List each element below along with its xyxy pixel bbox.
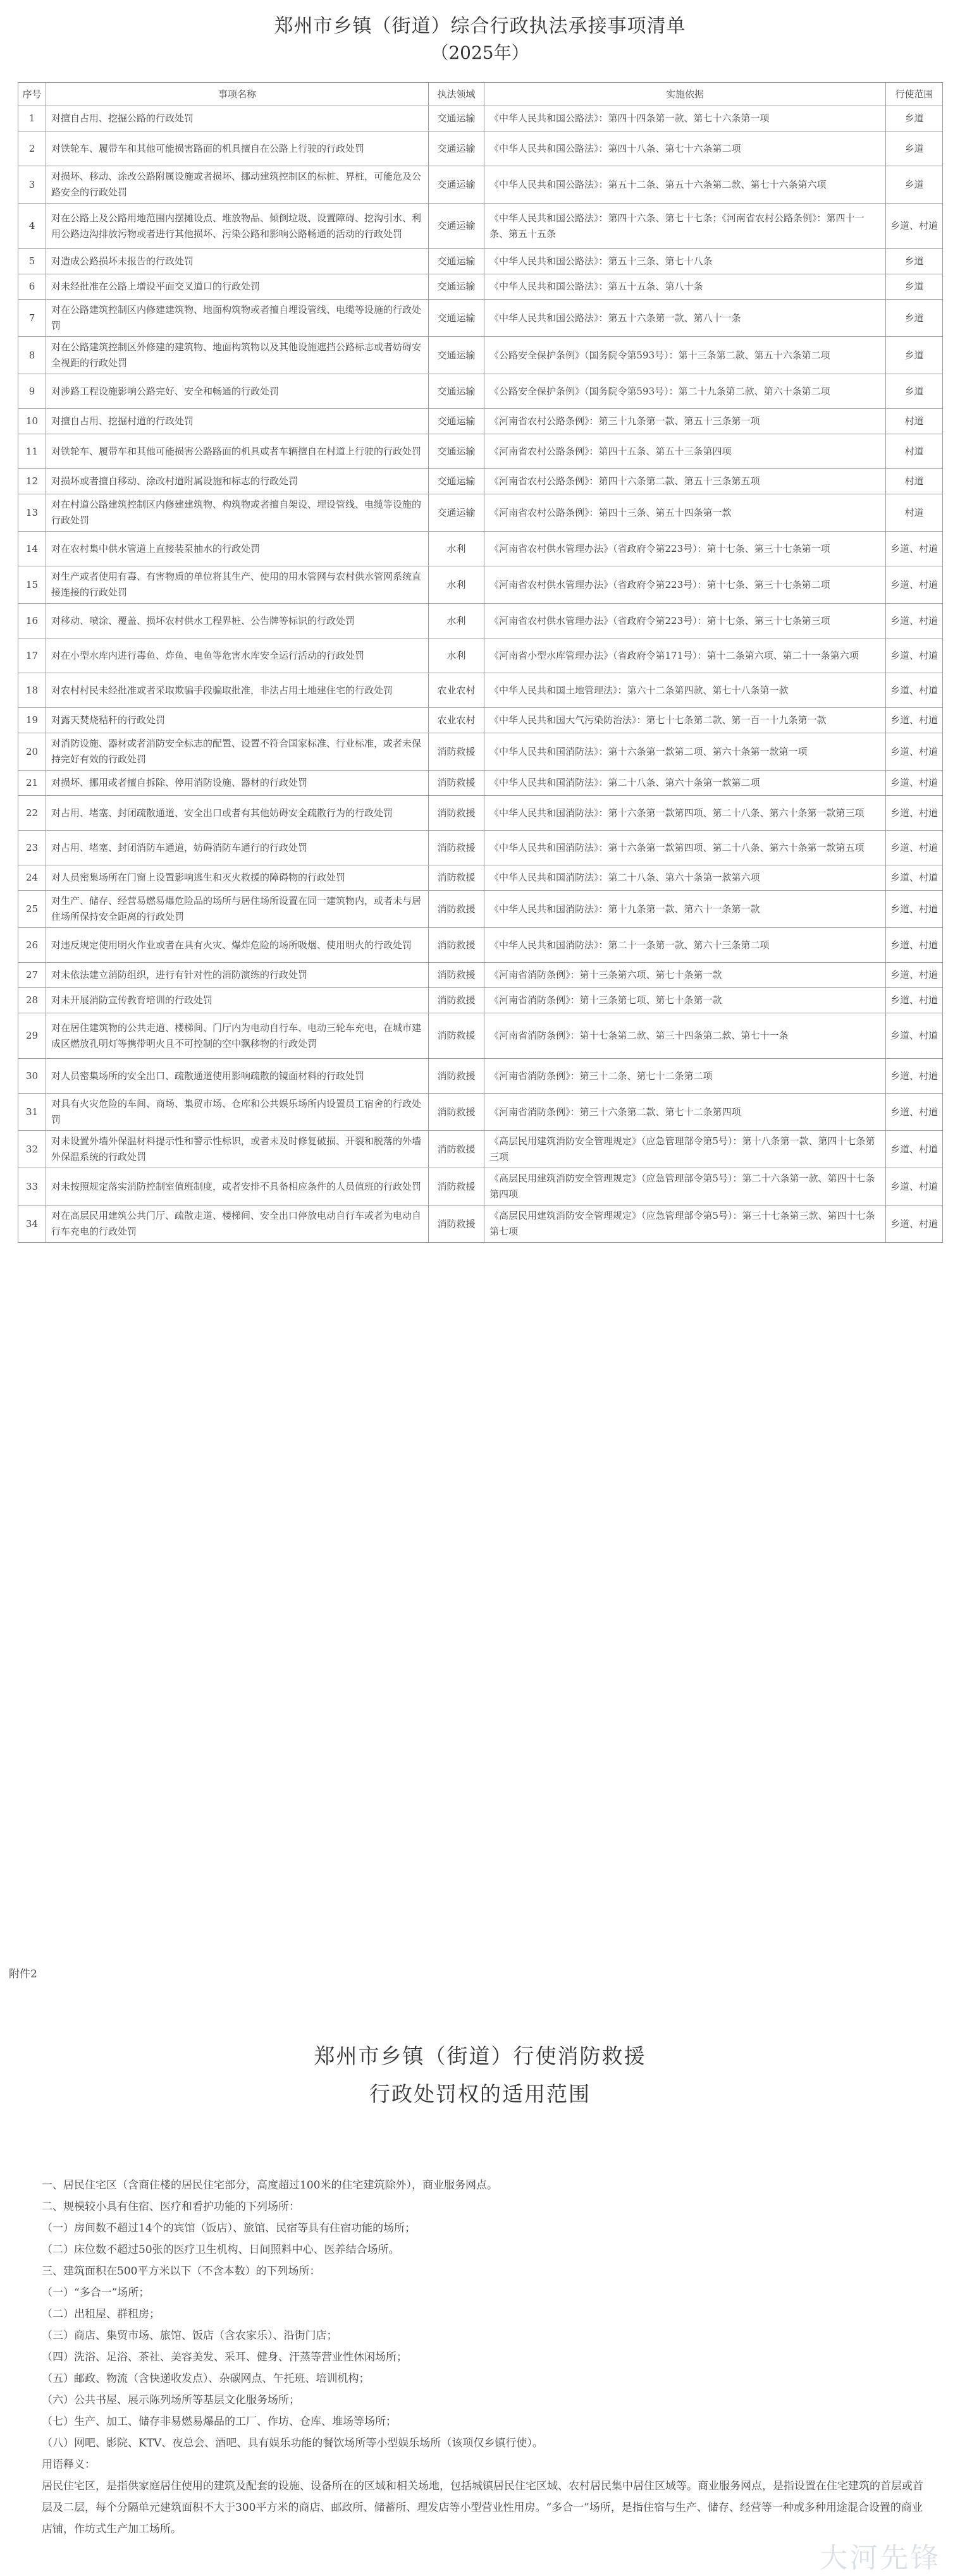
row-number: 17 — [18, 638, 46, 673]
legal-basis: 《河南省农村供水管理办法》（省政府令第223号）：第十七条、第三十七条第一项 — [484, 532, 886, 566]
table-row — [18, 1094, 943, 1131]
row-number: 13 — [18, 494, 46, 532]
enforcement-domain: 交通运输 — [429, 274, 484, 300]
row-number: 7 — [18, 300, 46, 337]
row-number: 29 — [18, 1013, 46, 1059]
application-scope: 乡道 — [886, 337, 943, 374]
table-row — [18, 1131, 943, 1168]
row-number: 27 — [18, 963, 46, 988]
enforcement-domain: 水利 — [429, 532, 484, 566]
enforcement-domain: 农业农村 — [429, 708, 484, 733]
row-number: 28 — [18, 988, 46, 1013]
legal-basis: 《河南省消防条例》：第三十六条第二款、第七十二条第四项 — [484, 1094, 886, 1131]
enforcement-domain: 消防救援 — [429, 796, 484, 831]
enforcement-domain: 交通运输 — [429, 204, 484, 249]
matter-name: 对擅自占用、挖掘公路的行政处罚 — [46, 106, 429, 131]
application-scope: 乡道、村道 — [886, 963, 943, 988]
matter-name: 对未设置外墙外保温材料提示性和警示性标识，或者未及时修复破损、开裂和脱落的外墙外保温系统的行政处罚 — [46, 1131, 429, 1168]
legal-basis: 《中华人民共和国土地管理法》：第六十二条第四款、第七十八条第一款 — [484, 673, 886, 708]
row-number: 4 — [18, 204, 46, 249]
row-number: 1 — [18, 106, 46, 131]
row-number: 25 — [18, 891, 46, 928]
application-scope: 乡道、村道 — [886, 1206, 943, 1243]
table-row — [18, 638, 943, 673]
application-scope: 村道 — [886, 409, 943, 434]
enforcement-domain: 水利 — [429, 638, 484, 673]
enforcement-domain: 水利 — [429, 566, 484, 604]
column-header-name: 事项名称 — [46, 83, 429, 106]
table-row — [18, 532, 943, 566]
row-number: 21 — [18, 771, 46, 796]
legal-basis: 《河南省消防条例》：第十三条第六项、第七十条第一款 — [484, 963, 886, 988]
annex-line: 三、建筑面积在500平方米以下（不含本数）的下列场所： — [42, 2265, 321, 2278]
legal-basis: 《中华人民共和国公路法》：第五十二条、第五十六条第二款、第七十六条第六项 — [484, 166, 886, 204]
application-scope: 乡道 — [886, 166, 943, 204]
application-scope: 乡道、村道 — [886, 988, 943, 1013]
enforcement-domain: 消防救援 — [429, 1206, 484, 1243]
application-scope: 乡道、村道 — [886, 771, 943, 796]
legal-basis: 《河南省农村公路条例》：第四十三条、第五十四条第一款 — [484, 494, 886, 532]
table-row — [18, 988, 943, 1013]
application-scope: 乡道、村道 — [886, 566, 943, 604]
enforcement-domain: 交通运输 — [429, 434, 484, 469]
table-row — [18, 673, 943, 708]
table-row — [18, 733, 943, 771]
legal-basis: 《中华人民共和国消防法》：第二十八条、第六十条第一款第二项 — [484, 771, 886, 796]
matter-name: 对在公路建筑控制区外修建的建筑物、地面构筑物以及其他设施遮挡公路标志或者妨碍安全视距的行政处罚 — [46, 337, 429, 374]
enforcement-domain: 消防救援 — [429, 1168, 484, 1206]
annex-line: （四）洗浴、足浴、茶社、美容美发、采耳、健身、汗蒸等营业性休闲场所； — [42, 2351, 407, 2364]
legal-basis: 《中华人民共和国公路法》：第四十四条第一款、第七十六条第一项 — [484, 106, 886, 131]
annex-line: （八）网吧、影院、KTV、夜总会、酒吧、具有娱乐功能的餐饮场所等小型娱乐场所（该项仅乡镇行使）。 — [42, 2437, 543, 2450]
table-row — [18, 409, 943, 434]
enforcement-domain: 消防救援 — [429, 1131, 484, 1168]
matter-name: 对未经批准在公路上增设平面交叉道口的行政处罚 — [46, 274, 429, 300]
table-row — [18, 831, 943, 865]
table-row — [18, 928, 943, 963]
matter-name: 对未依法建立消防组织，进行有针对性的消防演练的行政处罚 — [46, 963, 429, 988]
table-row — [18, 204, 943, 249]
enforcement-domain: 交通运输 — [429, 469, 484, 494]
legal-basis: 《高层民用建筑消防安全管理规定》（应急管理部令第5号）：第十八条第一款、第四十七条第三项 — [484, 1131, 886, 1168]
column-header-no: 序号 — [18, 83, 46, 106]
legal-basis: 《中华人民共和国消防法》：第二十一条第一款、第六十三条第二项 — [484, 928, 886, 963]
annex-label: 附件2 — [9, 1968, 37, 1981]
legal-basis: 《河南省消防条例》：第三十二条、第七十二条第二项 — [484, 1059, 886, 1094]
matter-name: 对涉路工程设施影响公路完好、安全和畅通的行政处罚 — [46, 374, 429, 409]
row-number: 32 — [18, 1131, 46, 1168]
enforcement-domain: 交通运输 — [429, 374, 484, 409]
annex-line: （一）“多合一”场所； — [42, 2286, 150, 2299]
annex-line: （五）邮政、物流（含快递收发点）、杂碳网点、午托班、培训机构； — [42, 2372, 370, 2385]
row-number: 24 — [18, 865, 46, 891]
matter-name: 对在高层民用建筑公共门厅、疏散走道、楼梯间、安全出口停放电动自行车或者为电动自行车充电的行政处罚 — [46, 1206, 429, 1243]
legal-basis: 《高层民用建筑消防安全管理规定》（应急管理部令第5号）：第二十六条第一款、第四十七条第四项 — [484, 1168, 886, 1206]
enforcement-domain: 农业农村 — [429, 673, 484, 708]
application-scope: 乡道 — [886, 374, 943, 409]
legal-basis: 《中华人民共和国消防法》：第十六条第一款第四项、第二十八条、第六十条第一款第五项 — [484, 831, 886, 865]
enforcement-domain: 消防救援 — [429, 928, 484, 963]
application-scope: 乡道、村道 — [886, 673, 943, 708]
legal-basis: 《中华人民共和国公路法》：第五十三条、第七十八条 — [484, 249, 886, 274]
enforcement-domain: 消防救援 — [429, 891, 484, 928]
note-label: 用语释义： — [42, 2458, 95, 2471]
application-scope: 乡道、村道 — [886, 1131, 943, 1168]
matter-name: 对违反规定使用明火作业或者在具有火灾、爆炸危险的场所吸烟、使用明火的行政处罚 — [46, 928, 429, 963]
application-scope: 乡道、村道 — [886, 891, 943, 928]
application-scope: 乡道、村道 — [886, 1094, 943, 1131]
enforcement-domain: 消防救援 — [429, 1013, 484, 1059]
enforcement-domain: 消防救援 — [429, 831, 484, 865]
row-number: 16 — [18, 604, 46, 638]
matter-name: 对占用、堵塞、封闭疏散通道、安全出口或者有其他妨碍安全疏散行为的行政处罚 — [46, 796, 429, 831]
matter-name: 对在居住建筑物的公共走道、楼梯间、门厅内为电动自行车、电动三轮车充电，在城市建成区燃放孔明灯等携带明火且不可控制的空中飘移物的行政处罚 — [46, 1013, 429, 1059]
table-row — [18, 963, 943, 988]
row-number: 31 — [18, 1094, 46, 1131]
application-scope: 乡道、村道 — [886, 638, 943, 673]
matter-name: 对损坏、移动、涂改公路附属设施或者损坏、挪动建筑控制区的标桩、界桩，可能危及公路安全的行政处罚 — [46, 166, 429, 204]
column-header-basis: 实施依据 — [484, 83, 886, 106]
row-number: 3 — [18, 166, 46, 204]
row-number: 18 — [18, 673, 46, 708]
row-number: 15 — [18, 566, 46, 604]
annex-line: （一）房间数不超过14个的宾馆（饭店）、旅馆、民宿等具有住宿功能的场所； — [42, 2222, 416, 2235]
annex-line: （三）商店、集贸市场、旅馆、饭店（含农家乐）、沿街门店； — [42, 2329, 338, 2342]
page-title: 郑州市乡镇（街道）综合行政执法承接事项清单 — [274, 15, 686, 37]
legal-basis: 《河南省农村公路条例》：第三十九条第一款、第五十三条第一项 — [484, 409, 886, 434]
table-row — [18, 708, 943, 733]
legal-basis: 《中华人民共和国大气污染防治法》：第七十七条第二款、第一百一十九条第一款 — [484, 708, 886, 733]
row-number: 8 — [18, 337, 46, 374]
application-scope: 乡道、村道 — [886, 604, 943, 638]
legal-basis: 《公路安全保护条例》（国务院令第593号）：第十三条第二款、第五十六条第二项 — [484, 337, 886, 374]
enforcement-domain: 消防救援 — [429, 733, 484, 771]
legal-basis: 《中华人民共和国消防法》：第十九条第一款、第六十一条第一款 — [484, 891, 886, 928]
matter-name: 对具有火灾危险的车间、商场、集贸市场、仓库和公共娱乐场所内设置员工宿舍的行政处罚 — [46, 1094, 429, 1131]
matter-name: 对占用、堵塞、封闭消防车通道，妨碍消防车通行的行政处罚 — [46, 831, 429, 865]
enforcement-domain: 水利 — [429, 604, 484, 638]
matter-name: 对生产或者使用有毒、有害物质的单位将其生产、使用的用水管网与农村供水管网系统直接连接的行政处罚 — [46, 566, 429, 604]
table-row — [18, 1013, 943, 1059]
table-row — [18, 106, 943, 131]
enforcement-domain: 消防救援 — [429, 963, 484, 988]
matter-name: 对生产、储存、经营易燃易爆危险品的场所与居住场所设置在同一建筑物内，或者未与居住场所保持安全距离的行政处罚 — [46, 891, 429, 928]
legal-basis: 《河南省消防条例》：第十三条第七项、第七十条第一款 — [484, 988, 886, 1013]
watermark-logo: 大河先锋 — [820, 2542, 941, 2574]
application-scope: 乡道、村道 — [886, 1013, 943, 1059]
application-scope: 乡道、村道 — [886, 865, 943, 891]
table-row — [18, 469, 943, 494]
legal-basis: 《高层民用建筑消防安全管理规定》（应急管理部令第5号）：第三十七条第三款、第四十七条第七项 — [484, 1206, 886, 1243]
application-scope: 乡道、村道 — [886, 928, 943, 963]
annex-line: （二）出租屋、群租房； — [42, 2308, 160, 2321]
application-scope: 乡道 — [886, 274, 943, 300]
matter-name: 对损坏、挪用或者擅自拆除、停用消防设施、器材的行政处罚 — [46, 771, 429, 796]
matter-name: 对在农村集中供水管道上直接装泵抽水的行政处罚 — [46, 532, 429, 566]
matter-name: 对在村道公路建筑控制区内修建建筑物、构筑物或者擅自架设、埋设管线、电缆等设施的行政处罚 — [46, 494, 429, 532]
application-scope: 村道 — [886, 469, 943, 494]
legal-basis: 《中华人民共和国公路法》：第四十六条、第七十七条；《河南省农村公路条例》：第四十一条、第五十五条 — [484, 204, 886, 249]
row-number: 14 — [18, 532, 46, 566]
row-number: 11 — [18, 434, 46, 469]
application-scope: 乡道 — [886, 300, 943, 337]
matter-name: 对人员密集场所在门窗上设置影响逃生和灭火救援的障碍物的行政处罚 — [46, 865, 429, 891]
table-row — [18, 771, 943, 796]
application-scope: 村道 — [886, 494, 943, 532]
row-number: 10 — [18, 409, 46, 434]
application-scope: 乡道、村道 — [886, 831, 943, 865]
annex-title-line2: 行政处罚权的适用范围 — [369, 2082, 591, 2106]
table-row — [18, 274, 943, 300]
application-scope: 村道 — [886, 434, 943, 469]
table-row — [18, 249, 943, 274]
application-scope: 乡道、村道 — [886, 708, 943, 733]
row-number: 22 — [18, 796, 46, 831]
application-scope: 乡道、村道 — [886, 532, 943, 566]
annex-lines — [42, 2175, 927, 2454]
legal-basis: 《河南省农村供水管理办法》（省政府令第223号）：第十七条、第三十七条第三项 — [484, 604, 886, 638]
enforcement-domain: 交通运输 — [429, 249, 484, 274]
matter-name: 对人员密集场所的安全出口、疏散通道使用影响疏散的镜面材料的行政处罚 — [46, 1059, 429, 1094]
column-header-domain: 执法领域 — [429, 83, 484, 106]
row-number: 9 — [18, 374, 46, 409]
row-number: 19 — [18, 708, 46, 733]
table-row — [18, 796, 943, 831]
table-row — [18, 1168, 943, 1206]
annex-line: 二、规模较小具有住宿、医疗和看护功能的下列场所： — [42, 2201, 300, 2213]
matters-table — [18, 82, 943, 1243]
matter-name: 对移动、喷涂、覆盖、损坏农村供水工程界桩、公告牌等标识的行政处罚 — [46, 604, 429, 638]
annex-body — [42, 2175, 927, 2540]
legal-basis: 《河南省农村公路条例》：第四十五条、第五十三条第四项 — [484, 434, 886, 469]
legal-basis: 《河南省农村公路条例》：第四十六条第二款、第五十三条第五项 — [484, 469, 886, 494]
enforcement-domain: 消防救援 — [429, 988, 484, 1013]
application-scope: 乡道 — [886, 106, 943, 131]
legal-basis: 《中华人民共和国公路法》：第五十六条第一款、第八十一条 — [484, 300, 886, 337]
enforcement-domain: 交通运输 — [429, 337, 484, 374]
matter-name: 对损坏或者擅自移动、涂改村道附属设施和标志的行政处罚 — [46, 469, 429, 494]
row-number: 34 — [18, 1206, 46, 1243]
table-row — [18, 434, 943, 469]
enforcement-domain: 消防救援 — [429, 865, 484, 891]
table-row — [18, 1059, 943, 1094]
enforcement-domain: 交通运输 — [429, 300, 484, 337]
annex-line: 一、居民住宅区（含商住楼的居民住宅部分，高度超过100米的住宅建筑除外），商业服务网点。 — [42, 2179, 498, 2192]
enforcement-domain: 交通运输 — [429, 494, 484, 532]
table-row — [18, 604, 943, 638]
annex-line: （六）公共书屋、展示陈列场所等基层文化服务场所； — [42, 2394, 300, 2407]
annex-line: （七）生产、加工、储存非易燃易爆品的工厂、作坊、仓库、堆场等场所； — [42, 2415, 397, 2428]
row-number: 20 — [18, 733, 46, 771]
row-number: 5 — [18, 249, 46, 274]
matter-name: 对在小型水库内进行毒鱼、炸鱼、电鱼等危害水库安全运行活动的行政处罚 — [46, 638, 429, 673]
legal-basis: 《河南省小型水库管理办法》（省政府令第171号）：第十二条第六项、第二十一条第六项 — [484, 638, 886, 673]
table-row — [18, 337, 943, 374]
row-number: 12 — [18, 469, 46, 494]
legal-basis: 《公路安全保护条例》（国务院令第593号）：第二十九条第二款、第六十条第二项 — [484, 374, 886, 409]
enforcement-domain: 消防救援 — [429, 1094, 484, 1131]
annex-line: （二）床位数不超过50张的医疗卫生机构、日间照料中心、医养结合场所。 — [42, 2243, 400, 2256]
table-row — [18, 300, 943, 337]
matter-name: 对在公路上及公路用地范围内摆摊设点、堆放物品、倾倒垃圾、设置障碍、挖沟引水、利用公路边沟排放污物或者进行其他损坏、污染公路和影响公路畅通的活动的行政处罚 — [46, 204, 429, 249]
matter-name: 对消防设施、器材或者消防安全标志的配置、设置不符合国家标准、行业标准，或者未保持完好有效的行政处罚 — [46, 733, 429, 771]
row-number: 30 — [18, 1059, 46, 1094]
row-number: 6 — [18, 274, 46, 300]
application-scope: 乡道、村道 — [886, 1059, 943, 1094]
matter-name: 对铁轮车、履带车和其他可能损害公路路面的机具或者车辆擅自在村道上行驶的行政处罚 — [46, 434, 429, 469]
application-scope: 乡道、村道 — [886, 733, 943, 771]
matter-name: 对未按照规定落实消防控制室值班制度，或者安排不具备相应条件的人员值班的行政处罚 — [46, 1168, 429, 1206]
application-scope: 乡道、村道 — [886, 204, 943, 249]
note-text: 居民住宅区，是指供家庭居住使用的建筑及配套的设施、设备所在的区域和相关场地，包括城镇居民住宅区域、农村居民集中居住区域等。商业服务网点，是指设置在住宅建筑的首层或首层及二层，每个分隔单元建筑面积不大于300平方米的商店、邮政所、储蓄所、理发店等小型营业性用房。“多合一”场所，是指住宿与生产、储存、经营等一种或多种用途混合设置的商业店铺，作坊式生产加工场所。 — [42, 2480, 923, 2536]
enforcement-domain: 交通运输 — [429, 131, 484, 166]
legal-basis: 《中华人民共和国公路法》：第四十八条、第七十六条第二项 — [484, 131, 886, 166]
table-header-row — [18, 83, 943, 106]
table-row — [18, 891, 943, 928]
matter-name: 对农村村民未经批准或者采取欺骗手段骗取批准，非法占用土地建住宅的行政处罚 — [46, 673, 429, 708]
matter-name: 对在公路建筑控制区内修建建筑物、地面构筑物或者擅自埋设管线、电缆等设施的行政处罚 — [46, 300, 429, 337]
matter-name: 对铁轮车、履带车和其他可能损害路面的机具擅自在公路上行驶的行政处罚 — [46, 131, 429, 166]
table-row — [18, 494, 943, 532]
legal-basis: 《河南省农村供水管理办法》（省政府令第223号）：第十七条、第三十七条第二项 — [484, 566, 886, 604]
enforcement-domain: 交通运输 — [429, 106, 484, 131]
application-scope: 乡道 — [886, 131, 943, 166]
legal-basis: 《中华人民共和国公路法》：第五十五条、第八十条 — [484, 274, 886, 300]
application-scope: 乡道 — [886, 249, 943, 274]
enforcement-domain: 消防救援 — [429, 1059, 484, 1094]
matter-name: 对未开展消防宣传教育培训的行政处罚 — [46, 988, 429, 1013]
column-header-scope: 行使范围 — [886, 83, 943, 106]
row-number: 23 — [18, 831, 46, 865]
application-scope: 乡道、村道 — [886, 1168, 943, 1206]
table-row — [18, 131, 943, 166]
table-row — [18, 1206, 943, 1243]
enforcement-domain: 交通运输 — [429, 409, 484, 434]
matter-name: 对擅自占用、挖掘村道的行政处罚 — [46, 409, 429, 434]
annex-title-line1: 郑州市乡镇（街道）行使消防救援 — [314, 2044, 646, 2068]
row-number: 2 — [18, 131, 46, 166]
enforcement-domain: 交通运输 — [429, 166, 484, 204]
matter-name: 对露天焚烧秸秆的行政处罚 — [46, 708, 429, 733]
legal-basis: 《中华人民共和国消防法》：第十六条第一款第二项、第六十条第一款第一项 — [484, 733, 886, 771]
row-number: 33 — [18, 1168, 46, 1206]
matter-name: 对造成公路损坏未报告的行政处罚 — [46, 249, 429, 274]
legal-basis: 《中华人民共和国消防法》：第二十八条、第六十条第一款第六项 — [484, 865, 886, 891]
enforcement-domain: 消防救援 — [429, 771, 484, 796]
table-row — [18, 374, 943, 409]
table-row — [18, 865, 943, 891]
row-number: 26 — [18, 928, 46, 963]
legal-basis: 《河南省消防条例》：第十七条第二款、第三十四条第二款、第七十一条 — [484, 1013, 886, 1059]
table-row — [18, 566, 943, 604]
legal-basis: 《中华人民共和国消防法》：第十六条第一款第四项、第二十八条、第六十条第一款第三项 — [484, 796, 886, 831]
table-row — [18, 166, 943, 204]
application-scope: 乡道、村道 — [886, 796, 943, 831]
page-subtitle: （2025年） — [431, 42, 529, 63]
